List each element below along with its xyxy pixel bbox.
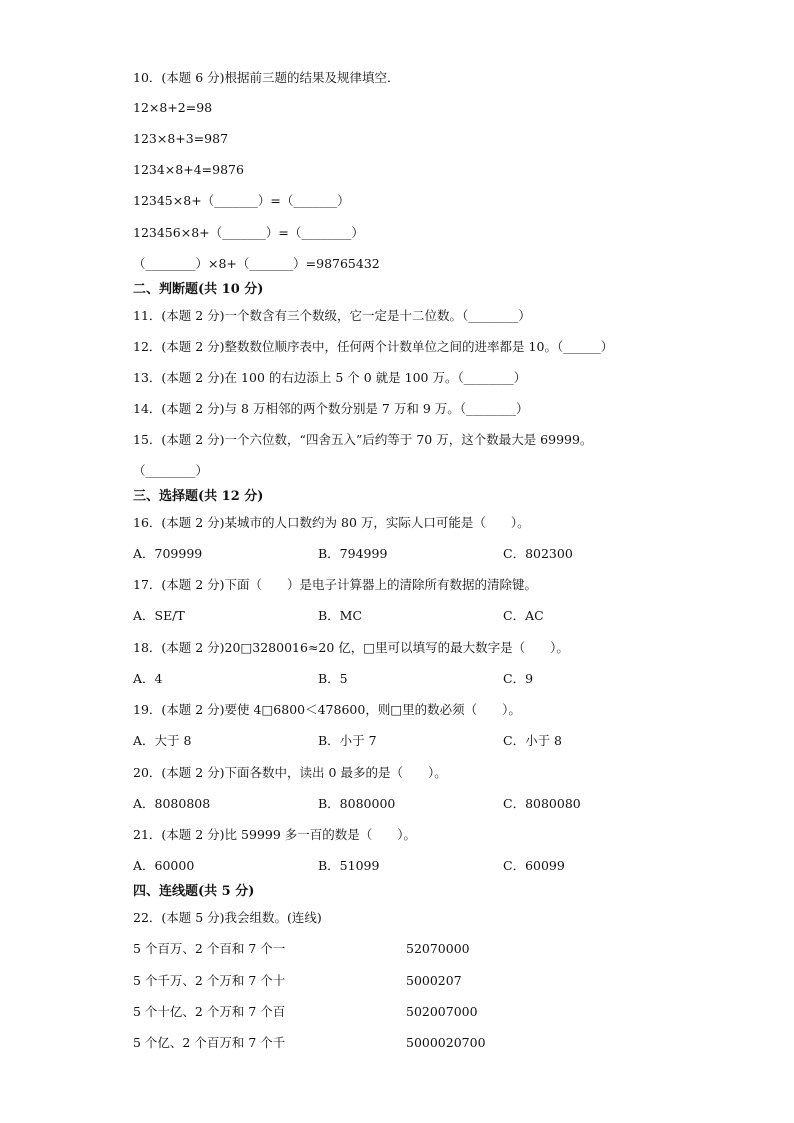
- question-16-stem: 16．(本题 2 分)某城市的人口数约为 80 万，实际人口可能是（ ）。: [133, 515, 530, 530]
- question-20-option-a: A．8080808: [133, 796, 211, 811]
- section-3-heading: 三、选择题(共 12 分): [133, 489, 264, 504]
- question-18-option-b: B．5: [318, 671, 348, 686]
- question-10-stem: 10．(本题 6 分)根据前三题的结果及规律填空．: [133, 70, 400, 85]
- section-4-heading: 四、连线题(共 5 分): [133, 884, 255, 899]
- question-19-option-a: A．大于 8: [133, 733, 192, 748]
- question-20-option-c: C．8080080: [503, 796, 581, 811]
- question-19-stem: 19．(本题 2 分)要使 4□6800＜478600，则□里的数必须（ ）。: [133, 702, 521, 717]
- question-17-option-c: C．AC: [503, 608, 544, 623]
- question-19-option-c: C．小于 8: [503, 733, 562, 748]
- question-21-option-b: B．51099: [318, 858, 380, 873]
- question-11: 11．(本题 2 分)一个数含有三个数级，它一定是十二位数。（________）: [133, 308, 531, 323]
- section-2-heading: 二、判断题(共 10 分): [133, 282, 264, 297]
- question-19-option-b: B．小于 7: [318, 733, 377, 748]
- question-13: 13．(本题 2 分)在 100 的右边添上 5 个 0 就是 100 万。（________）: [133, 370, 527, 385]
- q10-line-6: （________）×8+（_______）=98765432: [133, 256, 380, 271]
- match-left-item: 5 个千万、2 个万和 7 个十: [133, 973, 286, 988]
- question-22-stem: 22．(本题 5 分)我会组数。(连线): [133, 910, 322, 925]
- q10-line-2: 123×8+3=987: [133, 131, 229, 146]
- match-left-item: 5 个十亿、2 个万和 7 个百: [133, 1004, 286, 1019]
- match-right-item: 52070000: [406, 941, 470, 956]
- q10-line-1: 12×8+2=98: [133, 100, 213, 115]
- q10-line-4: 12345×8+（_______）=（_______）: [133, 193, 350, 208]
- question-20-stem: 20．(本题 2 分)下面各数中，读出 0 最多的是（ ）。: [133, 765, 447, 780]
- q10-line-5: 123456×8+（_______）=（________）: [133, 225, 364, 240]
- question-17-stem: 17．(本题 2 分)下面（ ）是电子计算器上的清除所有数据的清除键。: [133, 577, 538, 592]
- question-21-stem: 21．(本题 2 分)比 59999 多一百的数是（ ）。: [133, 827, 417, 842]
- question-20-option-b: B．8080000: [318, 796, 396, 811]
- q10-line-3: 1234×8+4=9876: [133, 162, 244, 177]
- question-14: 14．(本题 2 分)与 8 万相邻的两个数分别是 7 万和 9 万。（________）: [133, 401, 529, 416]
- question-16-option-a: A．709999: [133, 546, 203, 561]
- question-18-option-c: C．9: [503, 671, 534, 686]
- question-12: 12．(本题 2 分)整数数位顺序表中，任何两个计数单位之间的进率都是 10。（______）: [133, 339, 614, 354]
- question-21-option-c: C．60099: [503, 858, 565, 873]
- match-right-item: 502007000: [406, 1004, 478, 1019]
- question-15-blank: （________）: [133, 463, 209, 478]
- question-16-option-c: C．802300: [503, 546, 573, 561]
- question-17-option-b: B．MC: [318, 608, 363, 623]
- question-17-option-a: A．SE/T: [133, 608, 185, 623]
- question-18-option-a: A．4: [133, 671, 163, 686]
- question-18-stem: 18．(本题 2 分)20□3280016≈20 亿，□里可以填写的最大数字是（ ）。: [133, 640, 569, 655]
- question-15: 15．(本题 2 分)一个六位数，“四舍五入”后约等于 70 万，这个数最大是 69999。: [133, 432, 593, 447]
- match-left-item: 5 个亿、2 个百万和 7 个千: [133, 1035, 286, 1050]
- question-16-option-b: B．794999: [318, 546, 388, 561]
- match-right-item: 5000020700: [406, 1035, 486, 1050]
- question-21-option-a: A．60000: [133, 858, 195, 873]
- match-left-item: 5 个百万、2 个百和 7 个一: [133, 941, 286, 956]
- match-right-item: 5000207: [406, 973, 462, 988]
